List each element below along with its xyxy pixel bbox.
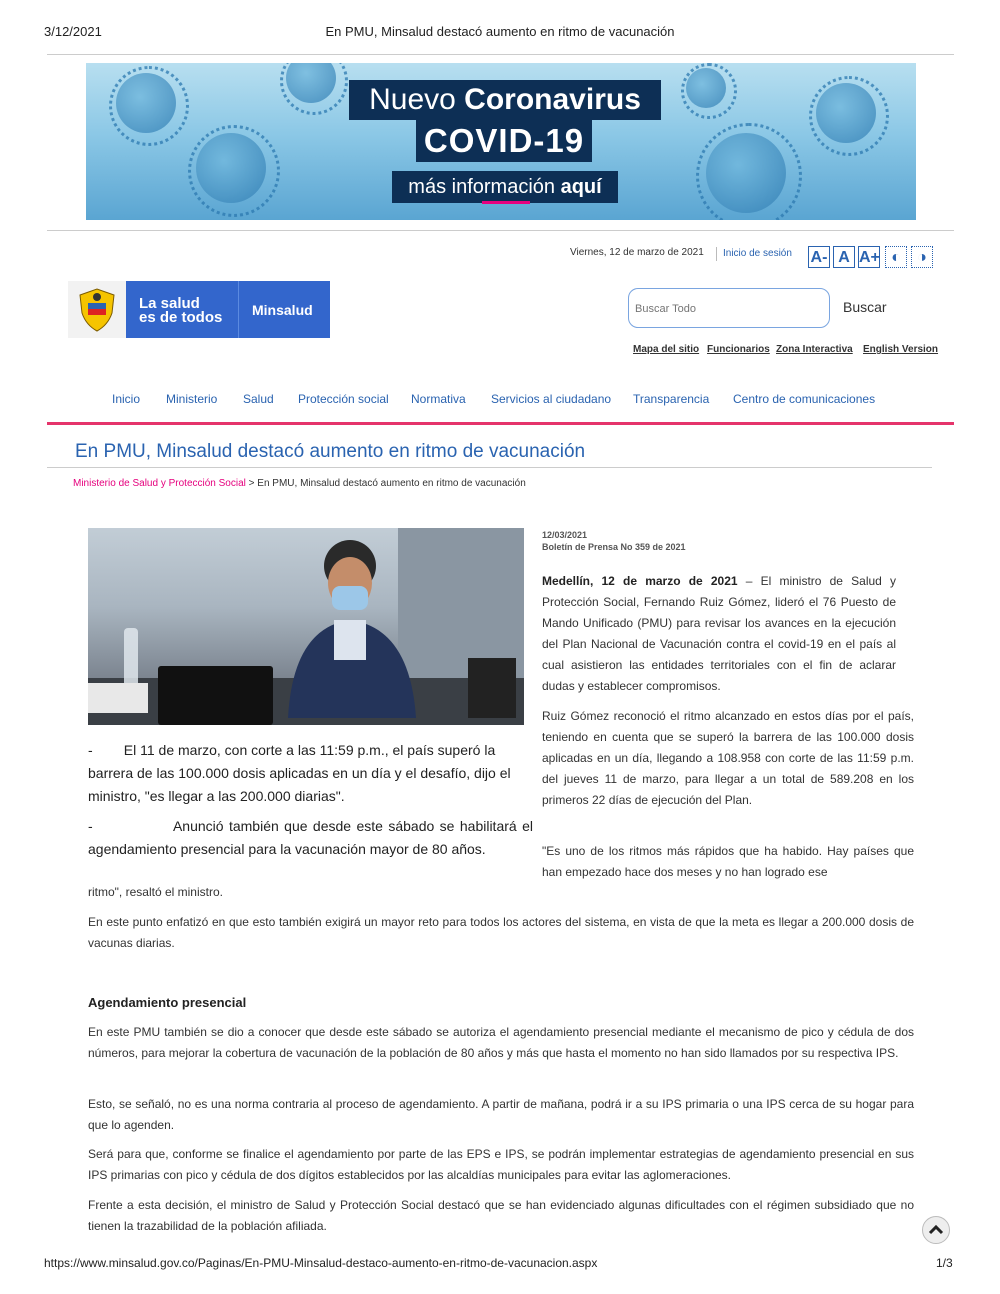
paragraph: Será para que, conforme se finalice el agendamiento por parte de las EPS e IPS, se podrán implementar estrategias de agendamiento presencial en sus IPS primarias con pico y cédula de dos dígitos establecidos por las alcaldías municipales para evitar las aglomeraciones. [88, 1147, 914, 1182]
minsalud-logo[interactable] [68, 281, 330, 338]
logo-tagline [139, 297, 222, 325]
article-date: 12/03/2021 [542, 530, 588, 540]
print-footer-url: https://www.minsalud.gov.co/Paginas/En-PMU-Minsalud-destaco-aumento-en-ritmo-de-vacunacion.aspx [44, 1256, 598, 1270]
bulletin-number: Boletín de Prensa No 359 de 2021 [542, 542, 686, 552]
logo-tagline-2: es de todos [139, 309, 223, 326]
banner-text: más información [408, 176, 561, 198]
breadcrumb-home-link[interactable]: Ministerio de Salud y Protección Social [73, 478, 246, 489]
logo-name: Minsalud [252, 302, 313, 318]
virus-icon [706, 133, 786, 213]
font-decrease-button[interactable]: A- [808, 246, 830, 268]
nav-item-servicios[interactable]: Servicios al ciudadano [491, 392, 612, 406]
divider [47, 467, 932, 468]
login-link[interactable]: Inicio de sesión [723, 248, 792, 259]
header-date: Viernes, 12 de marzo de 2021 [570, 247, 704, 258]
virus-icon [196, 133, 266, 203]
nav-item-proteccion-social[interactable]: Protección social [298, 392, 389, 406]
divider [47, 54, 954, 55]
paragraph: Esto, se señaló, no es una norma contraria al proceso de agendamiento. A partir de mañana, podrá ir a su IPS primaria o una IPS cerca de su hogar para que lo agenden. [88, 1097, 914, 1132]
contrast-dark-button[interactable]: ◑ [911, 246, 933, 268]
search-box[interactable] [628, 288, 830, 328]
paragraph: Frente a esta decisión, el ministro de Salud y Protección Social destacó que se han evidenciado algunas dificultades con el régimen subsidiado que no tienen la trazabilidad de la población afiliada. [88, 1198, 914, 1233]
quote-paragraph: "Es uno de los ritmos más rápidos que ha habido. Hay países que han empezado hace dos meses y no han logrado ese [542, 844, 914, 879]
search-input[interactable] [629, 289, 817, 329]
nav-item-inicio[interactable]: Inicio [112, 392, 141, 406]
nav-underline [47, 422, 954, 425]
nav-item-comunicaciones[interactable]: Centro de comunicaciones [733, 392, 876, 406]
font-increase-button[interactable]: A+ [858, 246, 880, 268]
english-version-link[interactable]: English Version [863, 344, 939, 355]
lead-paragraph [542, 571, 896, 697]
scroll-top-button[interactable] [922, 1216, 950, 1244]
nav-item-salud[interactable]: Salud [243, 392, 274, 406]
banner-text: Nuevo [369, 83, 465, 116]
font-normal-button[interactable]: A [833, 246, 855, 268]
paragraph: En este punto enfatizó en que esto también exigirá un mayor reto para todos los actores del sistema, en vista de que la meta es llegar a 200.000 dosis de vacunas diarias. [88, 915, 914, 950]
separator [716, 247, 717, 261]
banner-line-3 [392, 171, 618, 203]
virus-icon [286, 63, 336, 103]
chevron-up-icon [923, 1217, 949, 1243]
article-photo [88, 528, 524, 725]
print-title: En PMU, Minsalud destacó aumento en ritmo de vacunación [325, 24, 675, 39]
section-heading: Agendamiento presencial [88, 995, 247, 1010]
print-page-number: 1/3 [936, 1256, 953, 1270]
bullet-item: - Anunció también que desde este sábado se habilitará el agendamiento presencial para la vacunación mayor de 80 años. [88, 818, 537, 857]
banner-text-bold: aquí [560, 176, 602, 198]
paragraph: En este PMU también se dio a conocer que desde este sábado se autoriza el agendamiento presencial mediante el mecanismo de pico y cédula de dos números, para mejorar la cobertura de vacunación de la población de 80 años y más que hasta el momento no han sido llamados por su respectiva IPS. [88, 1025, 914, 1060]
virus-icon [686, 68, 726, 108]
covid-banner[interactable] [86, 63, 916, 220]
banner-underline [482, 201, 530, 204]
search-button[interactable]: Buscar [843, 299, 887, 315]
breadcrumb-separator: > [245, 478, 258, 489]
breadcrumb-current: En PMU, Minsalud destacó aumento en ritmo de vacunación [257, 478, 526, 489]
paragraph: Ruiz Gómez reconoció el ritmo alcanzado en estos días por el país, teniendo en cuenta que se superó la barrera de las 100.000 dosis aplicadas en un día, llegando a 108.958 con corte de las 11:59 p.m. del jueves 11 de marzo, para llegar a un total de 589.208 en los primeros 22 días de ejecución del Plan. [542, 709, 914, 807]
contrast-light-button[interactable]: ◐ [885, 246, 907, 268]
nav-item-normativa[interactable]: Normativa [411, 392, 466, 406]
sitemap-link[interactable]: Mapa del sitio [633, 344, 700, 355]
staff-link[interactable]: Funcionarios [707, 344, 770, 355]
banner-line-1 [349, 80, 661, 120]
print-date: 3/12/2021 [44, 24, 102, 39]
nav-item-ministerio[interactable]: Ministerio [166, 392, 218, 406]
quote-end: ritmo", resaltó el ministro. [88, 885, 223, 899]
nav-item-transparencia[interactable]: Transparencia [633, 392, 710, 406]
logo-tagline-1: La salud [139, 295, 200, 312]
interactive-zone-link[interactable]: Zona Interactiva [776, 344, 853, 355]
bullet-item: - El 11 de marzo, con corte a las 11:59 p.m., el país superó la barrera de las 100.000 dosis aplicadas en un día y el desafío, dijo el ministro, "es llegar a las 200.000 diarias". [88, 742, 515, 804]
breadcrumb [73, 478, 526, 489]
page-title: En PMU, Minsalud destacó aumento en ritmo de vacunación [75, 441, 586, 462]
lead-location: Medellín, 12 de marzo de 2021 [542, 574, 738, 588]
logo-divider [238, 281, 239, 338]
virus-icon [816, 83, 876, 143]
virus-icon [116, 73, 176, 133]
coat-of-arms-icon [68, 281, 126, 338]
banner-text-bold: Coronavirus [464, 83, 641, 116]
divider [47, 230, 954, 231]
lead-text: – El ministro de Salud y Protección Social, Fernando Ruiz Gómez, lideró el 76 Puesto de Mando Unificado (PMU) para revisar los avances en la ejecución del Plan Nacional de Vacunación contra el covid-19 en el país al cual asistieron las entidades territoriales con el fin de aclarar dudas y establecer compromisos. [542, 574, 896, 693]
banner-line-2: COVID-19 [416, 120, 592, 162]
